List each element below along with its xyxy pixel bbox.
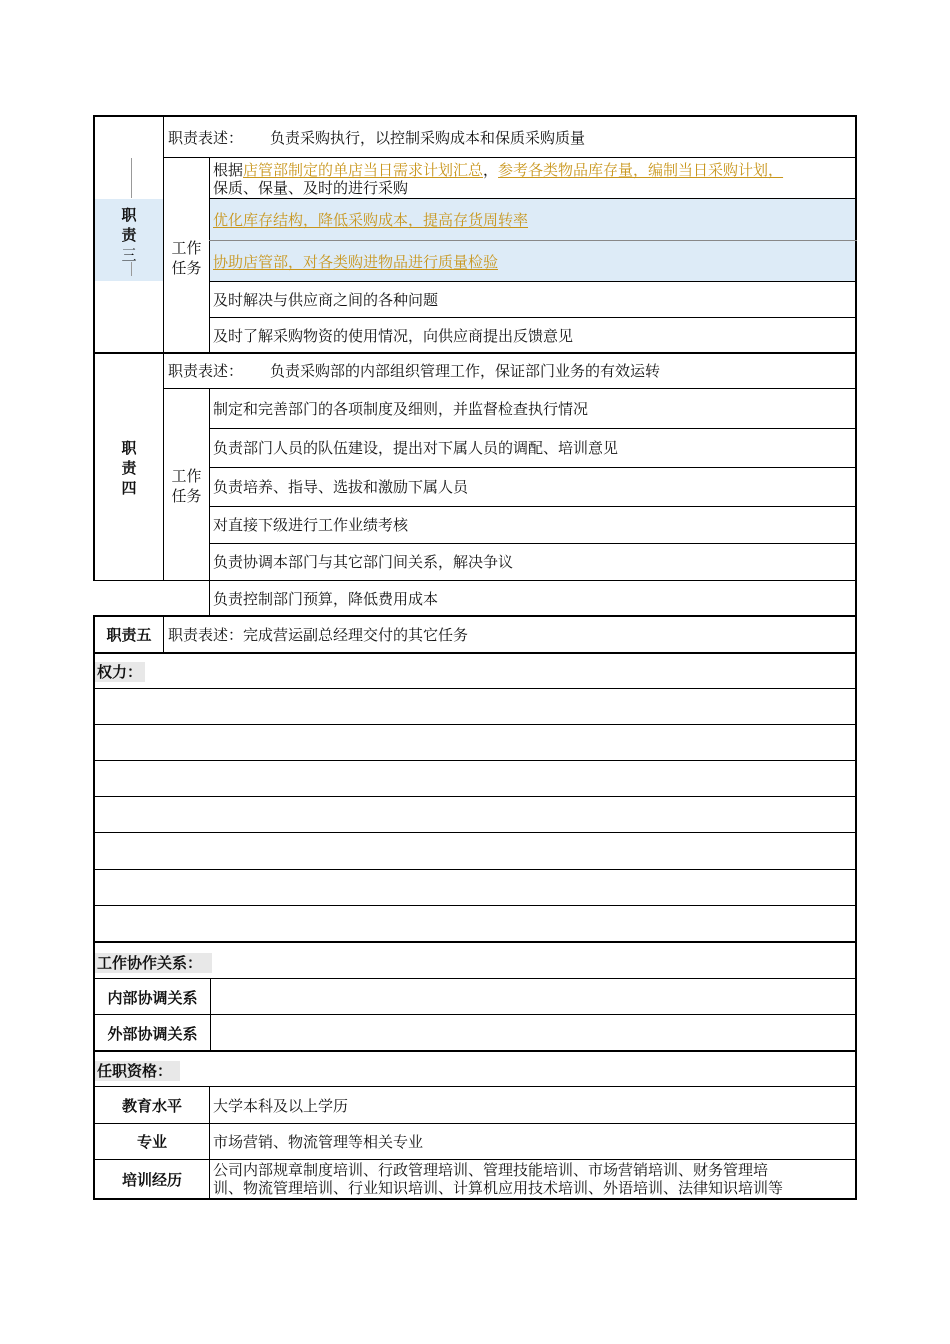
duty4-task-2: 负责部门人员的队伍建设，提出对下属人员的调配、培训意见 — [213, 439, 619, 457]
duty4-task-4: 对直接下级进行工作业绩考核 — [213, 516, 409, 534]
major-label: 专业 — [136, 1133, 167, 1151]
duty3-statement: 负责采购执行，以控制采购成本和保质采购质量 — [270, 129, 586, 147]
duty4-task-label: 工作 任务 — [171, 467, 202, 505]
duty5-statement: 职责表述：完成营运副总经理交付的其它任务 — [168, 626, 469, 644]
duty4-task-1: 制定和完善部门的各项制度及细则，并监督检查执行情况 — [213, 400, 589, 418]
major-value: 市场营销、物流管理等相关专业 — [213, 1133, 424, 1151]
duty3-task-5: 及时了解采购物资的使用情况，向供应商提出反馈意见 — [213, 327, 574, 345]
education-label: 教育水平 — [121, 1097, 182, 1115]
duty3-task-2[interactable]: 优化库存结构，降低采购成本，提高存货周转率 — [213, 211, 529, 229]
duty4-statement: 负责采购部的内部组织管理工作，保证部门业务的有效运转 — [270, 362, 661, 380]
external-coordination-label: 外部协调关系 — [107, 1025, 198, 1043]
duty3-task-4: 及时解决与供应商之间的各种问题 — [213, 291, 439, 309]
cooperation-title: 工作协作关系： — [97, 954, 203, 972]
duty3-statement-label: 职责表述： — [168, 129, 244, 147]
duty3-task-1-line2: 保质、保量、及时的进行采购 — [213, 179, 409, 197]
duty4-task-6: 负责控制部门预算，降低费用成本 — [213, 590, 439, 608]
training-label: 培训经历 — [121, 1171, 182, 1189]
authority-title: 权力： — [97, 663, 143, 681]
duty4-label: 职 责 四 — [121, 439, 137, 497]
duty4-task-3: 负责培养、指导、选拔和激励下属人员 — [213, 478, 469, 496]
duty3-label: 职 责 三 — [121, 206, 137, 264]
duty3-task-1: 根据店管部制定的单店当日需求计划汇总，参考各类物品库存量，编制当日采购计划， — [213, 161, 784, 179]
duty4-task-5: 负责协调本部门与其它部门间关系，解决争议 — [213, 553, 514, 571]
education-value: 大学本科及以上学历 — [213, 1097, 349, 1115]
duty5-label: 职责五 — [106, 626, 152, 644]
qualification-title: 任职资格： — [97, 1062, 173, 1080]
internal-coordination-label: 内部协调关系 — [107, 989, 198, 1007]
duty4-statement-label: 职责表述： — [168, 362, 244, 380]
training-value-line2: 训、物流管理培训、行业知识培训、计算机应用技术培训、外语培训、法律知识培训等 — [213, 1179, 784, 1197]
training-value-line1: 公司内部规章制度培训、行政管理培训、管理技能培训、市场营销培训、财务管理培 — [213, 1161, 769, 1179]
duty3-task-3[interactable]: 协助店管部，对各类购进物品进行质量检验 — [213, 253, 499, 271]
duty3-task-label: 工作 任务 — [171, 239, 202, 277]
